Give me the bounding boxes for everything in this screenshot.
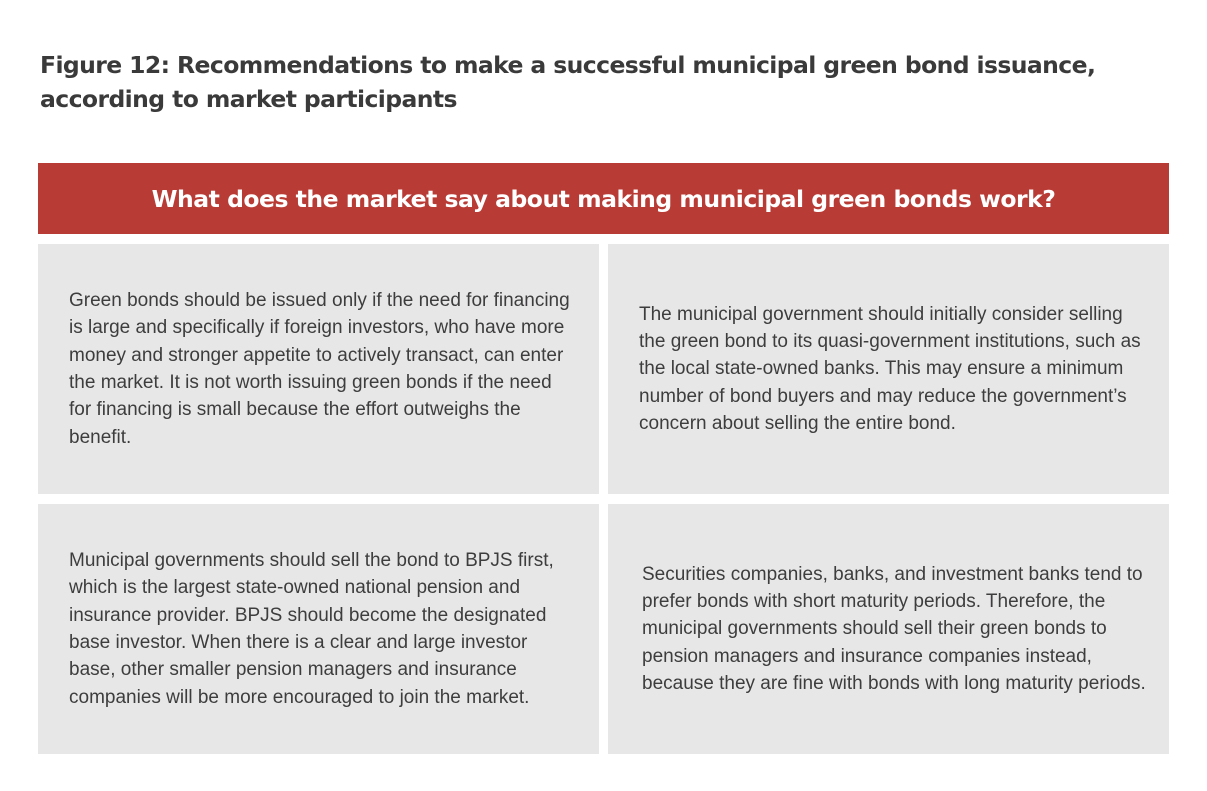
recommendation-text: The municipal government should initially consider selling the green bond to its quasi-government institutions, such as the local state-owned banks. This may ensure a minimum number of bond buyers and may reduce the government’s concern about selling the entire bond.	[639, 303, 1141, 434]
recommendation-text: Green bonds should be issued only if the need for financing is large and specifically if foreign investors, who have more money and stronger appetite to actively transact, can enter the market. It is not worth issuing green bonds if the need for financing is small because the effort outweighs the benefit.	[69, 290, 570, 448]
recommendation-panel-3	[38, 504, 599, 754]
recommendation-panel-1	[38, 244, 599, 494]
figure-title: Figure 12: Recommendations to make a successful municipal green bond issuance, according to market participants	[40, 51, 1096, 113]
recommendation-panel-2	[608, 244, 1169, 494]
recommendation-text: Municipal governments should sell the bond to BPJS first, which is the largest state-owned national pension and insurance provider. BPJS should become the designated base investor. When there is a clear and large investor base, other smaller pension managers and insurance companies will be more encouraged to join the market.	[69, 550, 554, 708]
recommendation-panel-4	[608, 504, 1169, 754]
recommendation-text: Securities companies, banks, and investment banks tend to prefer bonds with short maturity periods. Therefore, the municipal governments should sell their green bonds to pension managers and insurance companies instead, because they are fine with bonds with long maturity periods.	[642, 563, 1146, 694]
banner-heading: What does the market say about making municipal green bonds work?	[151, 184, 1056, 213]
section-banner	[38, 163, 1169, 234]
